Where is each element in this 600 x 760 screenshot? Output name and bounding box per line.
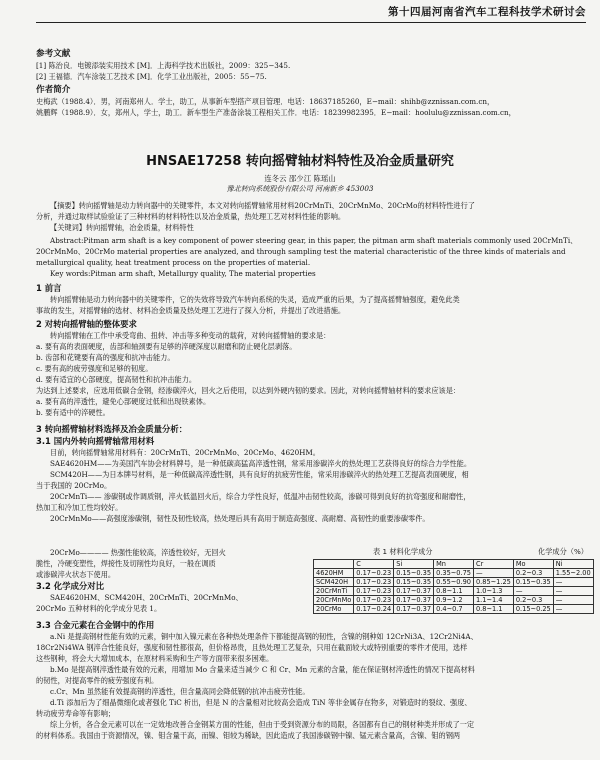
table-cell: 0.2~0.3 (513, 569, 553, 578)
requirement-item: b. 要有适中的淬硬性。 (36, 408, 110, 417)
paragraph-line: SCM420H——为日本牌号材料，是一种低碳高淬透性钢，具有良好的抗疲劳性能，常采用渗碳淬火的热处理工艺提高表面硬度，相 (50, 470, 469, 479)
paragraph-line: 热加工和冷加工性均较好。 (36, 503, 123, 512)
table-cell: 20CrMnTi (314, 587, 354, 596)
paragraph-line: 20CrMnTi—— 渗碳钢或作调质钢，淬火低温回火后，综合力学性良好，低温冲击韧性较高，渗碳可得到良好的抗弯强度和耐磨性， (50, 492, 471, 501)
abstract-en (36, 235, 588, 279)
table-cell: 0.8~1.1 (434, 587, 474, 596)
table-cell: — (553, 605, 593, 614)
table-cell: — (553, 578, 593, 587)
table-cell: — (513, 587, 553, 596)
header-rule (36, 22, 586, 23)
table-row (314, 578, 594, 587)
table-cell: 0.4~0.7 (434, 605, 474, 614)
table-header-row (314, 560, 594, 569)
abstract-cn-line: 分析，并通过取样试验验证了三种材料的材料特性以及冶金质量，热处理工艺对材料性能的影响。 (36, 212, 346, 221)
paragraph-line: 的材料体系。我国由于资源情况，镍、钼含量干高，而镍、钼较为稀缺，因此造成了我国渗碳钢中镍、锰元素含量高，含镍、钼的钢两 (36, 731, 461, 740)
paragraph-line: 20CrMo 五种材料的化学成分见表 1。 (36, 604, 162, 613)
section-3-3-heading: 3.3 合金元素在合金钢中的作用 (36, 620, 155, 630)
references-section (36, 48, 588, 82)
section-3 (36, 423, 588, 524)
keywords-en: Key words:Pitman arm shaft, Metallurgy quality, The material properties (50, 269, 316, 278)
header-cell: Mn (434, 560, 474, 569)
keywords-cn: 【关键词】转向摇臂轴，冶金质量，材料特性 (50, 223, 194, 232)
table-cell: 0.85~1.25 (473, 578, 513, 587)
paragraph-line: 转向摇臂轴是动力转向器中的关键零件，它的失效将导致汽车转向系统的失灵，造成严重的后果，为了提高摇臂轴强度，避免此类 (50, 295, 460, 304)
table-cell: 0.17~0.23 (354, 587, 394, 596)
running-header: 第十四届河南省汽车工程科技学术研讨会 (388, 6, 586, 18)
author-bio-heading: 作者简介 (36, 85, 71, 95)
requirement-item: c. 要有高的疲劳强度和足够的韧度。 (36, 364, 153, 373)
paper-affiliation: 豫北转向系统股份有限公司 河南新乡 453003 (226, 184, 374, 193)
table-label: 表 1 (373, 547, 388, 556)
paper-authors: 连冬云 邵少江 陈瑶山 (264, 174, 336, 183)
abstract-cn-line: 【摘要】转向摇臂轴是动力转向器中的关键零件，本文对转向摇臂轴常用材料20CrMnTi、20CrMnMo、20CrMo的材料特性进行了 (50, 201, 475, 210)
paragraph-line: 转动疲劳寿命等有影响； (36, 709, 116, 718)
abstract-en-line: Abstract:Pitman arm shaft is a key component of power steering gear, in this paper, the pitman arm shaft materials commonly used 20CrMnTi、 (50, 236, 578, 245)
paragraph-line: 目前，转向摇臂轴常用材料有：20CrMnTi、20CrMnMo、20CrMo、4620HM。 (50, 448, 320, 457)
table-cell: 1.1~1.4 (473, 596, 513, 605)
table-row (314, 596, 594, 605)
paragraph-line: 18Cr2Ni4WA 钢淬合性能良好，强度和韧性都很高，但价格昂贵，且热处理工艺复杂，只用在截面较大或特别重要的零件才使用，选样 (36, 643, 468, 652)
references-heading: 参考文献 (36, 49, 71, 59)
table-cell: 20CrMnMo (314, 596, 354, 605)
section-2-heading: 2 对转向摇臂轴的整体要求 (36, 319, 137, 329)
paragraph-line: 事故的发生，对摇臂轴的选材、材料冶金质量及热处理工艺进行了探入分析，并提出了改进措施。 (36, 306, 346, 315)
header-cell: Mo (513, 560, 553, 569)
table-cell: — (553, 587, 593, 596)
table-cell: 0.2~0.3 (513, 596, 553, 605)
section-2 (36, 318, 588, 418)
table-cell: 0.35~0.75 (434, 569, 474, 578)
table-cell: 0.15~0.35 (513, 578, 553, 587)
requirement-item: a. 要有高的表面硬度，齿部和轴颈要有足够的淬硬深度以耐磨和防止硬化层剥落。 (36, 342, 297, 351)
table-cell: 0.17~0.37 (394, 605, 434, 614)
table-title: 材料化学成分 (389, 547, 433, 556)
header-cell (314, 560, 354, 569)
section-1-heading: 1 前言 (36, 283, 62, 293)
section-3-1-heading: 3.1 国内外转向摇臂轴常用材料 (36, 436, 155, 446)
paragraph-line: a.Ni 是提高钢材性能有效的元素，铜中加入镍元素在各种热处理条件下都能提高钢的韧性，含镍的钢种如 12CrNi3A、12Cr2Ni4A、 (50, 632, 478, 641)
section-3-heading: 3 转向摇臂轴材料选择及冶金质量分析： (36, 424, 188, 434)
requirement-item: d. 要有适宜的心部硬度，提高韧性和抗冲击能力。 (36, 375, 197, 384)
table-cell: 0.15~0.35 (394, 569, 434, 578)
requirement-item: b. 齿部和花键要有高的强度和抗冲击能力。 (36, 353, 175, 362)
header-cell: Ni (553, 560, 593, 569)
header-cell: Cr (473, 560, 513, 569)
paragraph-line: c.Cr、Mn 虽然能有效提高钢的淬透性，但含量高同会降低钢的抗冲击疲劳性能。 (50, 687, 310, 696)
table-cell: 0.55~0.90 (434, 578, 474, 587)
paragraph-line: 转向摇臂轴在工作中承受弯曲、扭转、冲击等多种变动的载荷，对转向摇臂轴的要求是： (50, 331, 331, 340)
table-cell: 0.17~0.23 (354, 596, 394, 605)
table-cell: 0.9~1.2 (434, 596, 474, 605)
section-3-2-heading: 3.2 化学成分对比 (36, 581, 105, 591)
paragraph-line: 当于我国的 20CrMo。 (36, 481, 112, 490)
reference-item: [1] 陈治良．电镀添装实用技术 [M]．上海科学技术出版社，2009：325−345. (36, 61, 291, 70)
requirement-item: a. 要有高的淬透性，避免心部硬度过低和出现铁素体。 (36, 397, 211, 406)
table-cell: 1.55~2.00 (553, 569, 593, 578)
paragraph-line: 的韧性，对提高零件的疲劳强度有利。 (36, 676, 159, 685)
paragraph-line: 脆性，冷硬变塑性，焊接性及切削性均良好，一般在调质 (36, 559, 216, 568)
table-cell: 0.17~0.24 (354, 605, 394, 614)
reference-item: [2] 王福德．汽车涂装工艺技术 [M]．化学工业出版社，2005：55−75. (36, 72, 267, 81)
paragraph-line: 这些钢种，将会大大增加成本，在原材料采购和生产等方面带来很多困难。 (36, 654, 274, 663)
abstract-cn (36, 200, 588, 233)
table-cell: 20CrMo (314, 605, 354, 614)
paragraph-line: 为达到上述要求，应选用低碳合金钢，经渗碳淬火，回火之后使用，以达到外硬内韧的要求。因此，对转向摇臂轴材料的要求应该是： (36, 386, 461, 395)
paragraph-line: SAE4620HM——为美国汽车协会材料牌号，是一种低碳高猛高淬透性钢，常采用渗碳淬火的热处理工艺获得良好的综合力学性能。 (50, 459, 472, 468)
table-cell: SCM420H (314, 578, 354, 587)
author-bio-section (36, 84, 588, 118)
section-3-3 (36, 619, 588, 741)
paragraph-line: b.Mo 是提高钢淬透性最有效的元素，用增加 Mo 含量来适当减少 C 和 Cr、Mn 元素的含量，能在保证钢材淬透性的情况下提高材料 (50, 665, 475, 674)
paragraph-line: SAE4620HM、SCM420H、20CrMnTi、20CrMnMo、 (50, 593, 243, 602)
author-bio-item: 姚鹏辉（1988.9）．女，郑州人，学士，助工．新车型生产准备涂装工程相关工作．电话：18239982395．E−mail：hoolulu@zznissan.com.cn， (36, 108, 516, 117)
abstract-en-line: metallurgical quality, heat treatment process on the properties of material. (36, 258, 311, 267)
table-row (314, 587, 594, 596)
paragraph-line: d.Ti 添加后为了细晶微细化或者强化 TiC 析出，但是 N 的含量相对比较高会造成 TiN 等非金属存在物多，对锻造时的裂纹、强度、 (50, 698, 472, 707)
table-cell: 4620HM (314, 569, 354, 578)
table-row (314, 605, 594, 614)
paragraph-line: 或渗碳淬火状态下使用。 (36, 570, 116, 579)
table-cell: 0.17~0.37 (394, 596, 434, 605)
author-bio-item: 史梅武（1988.4）．男，河南郑州人．学士，助工，从事新车型搭产项目管理．电话：18637185260，E−mail：shihb@zznissan.com.cn， (36, 97, 495, 106)
table-row (314, 569, 594, 578)
header-cell: Si (394, 560, 434, 569)
table-unit-note: 化学成分（%） (538, 547, 588, 556)
table-cell: 0.17~0.37 (394, 587, 434, 596)
abstract-en-line: 20CrMnMo、20CrMo material properties are analyzed, and through sampling test the material characteristic of the three kinds of materials and (36, 247, 566, 256)
table-cell: 0.17~0.23 (354, 578, 394, 587)
table-cell: 0.8~1.1 (473, 605, 513, 614)
paragraph-line: 综上分析，各合金元素可以在一定效地改善合金钢某方面的性能，但由于受到资源分布的局限，各国都有自己的钢材种类并形成了一定 (50, 720, 475, 729)
header-cell: C (354, 560, 394, 569)
table-cell: — (473, 569, 513, 578)
table-cell: 0.15~0.25 (513, 605, 553, 614)
paragraph-line: 20CrMnMo——高强度渗碳钢，韧性及韧性较高，热处理后具有高用于制造高强度、高耐磨、高韧性的重要渗碳零件。 (50, 514, 430, 523)
table-cell: 0.15~0.35 (394, 578, 434, 587)
composition-table (313, 559, 594, 614)
table-cell: 1.0~1.3 (473, 587, 513, 596)
paper-title: HNSAE17258 转向摇臂轴材料特性及冶金质量研究 (146, 154, 454, 169)
table-cell: — (553, 596, 593, 605)
paragraph-line: 20CrMo———— 热强性能较高，淬透性较好，无回火 (50, 548, 226, 557)
table-cell: 0.17~0.23 (354, 569, 394, 578)
left-column-text (36, 547, 306, 614)
section-1 (36, 282, 588, 316)
